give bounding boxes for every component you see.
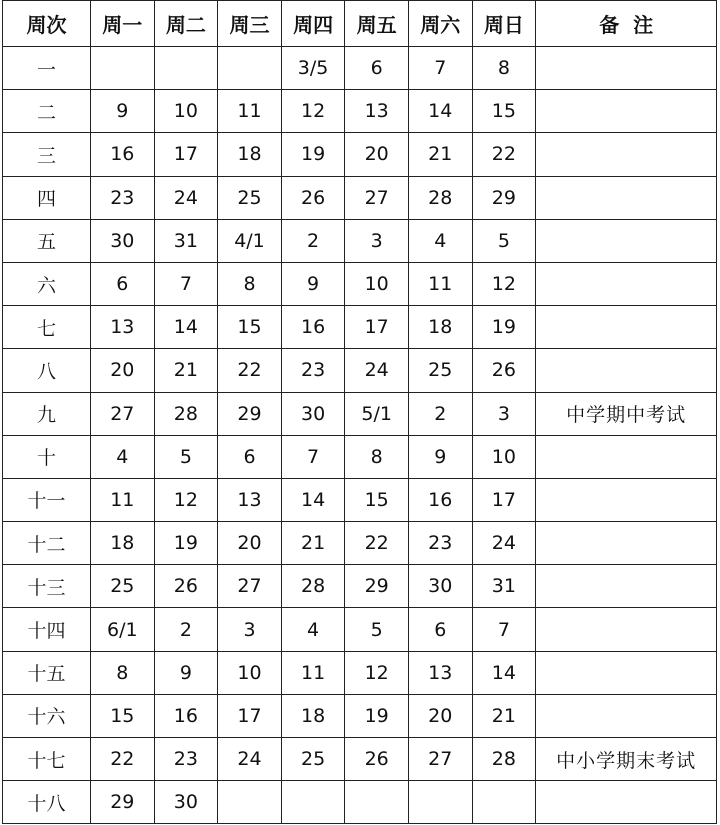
table-row xyxy=(3,781,717,824)
day-cell: 3 xyxy=(345,219,409,262)
week-cell: 六 xyxy=(3,262,91,305)
day-cell: 13 xyxy=(218,478,282,521)
day-cell: 2 xyxy=(408,392,472,435)
day-cell: 25 xyxy=(408,349,472,392)
day-cell: 25 xyxy=(281,738,345,781)
day-cell: 9 xyxy=(154,651,218,694)
day-cell xyxy=(472,781,536,824)
week-cell: 一 xyxy=(3,47,91,90)
header-thu: 周四 xyxy=(281,1,345,47)
day-cell: 22 xyxy=(91,738,155,781)
day-cell: 14 xyxy=(154,306,218,349)
day-cell: 23 xyxy=(408,522,472,565)
note-cell xyxy=(536,90,717,133)
day-cell: 15 xyxy=(345,478,409,521)
week-cell: 十三 xyxy=(3,565,91,608)
day-cell: 9 xyxy=(281,262,345,305)
day-cell: 4 xyxy=(408,219,472,262)
day-cell: 21 xyxy=(281,522,345,565)
week-cell: 三 xyxy=(3,133,91,176)
note-cell xyxy=(536,651,717,694)
day-cell: 27 xyxy=(91,392,155,435)
day-cell: 18 xyxy=(408,306,472,349)
day-cell: 24 xyxy=(345,349,409,392)
header-wed: 周三 xyxy=(218,1,282,47)
day-cell: 11 xyxy=(218,90,282,133)
note-cell xyxy=(536,565,717,608)
day-cell: 29 xyxy=(218,392,282,435)
day-cell: 19 xyxy=(345,694,409,737)
header-tue: 周二 xyxy=(154,1,218,47)
day-cell: 15 xyxy=(218,306,282,349)
day-cell: 11 xyxy=(281,651,345,694)
table-row xyxy=(3,176,717,219)
day-cell: 2 xyxy=(281,219,345,262)
table-header xyxy=(3,1,717,47)
day-cell: 27 xyxy=(408,738,472,781)
day-cell: 29 xyxy=(472,176,536,219)
week-cell: 七 xyxy=(3,306,91,349)
table-row xyxy=(3,522,717,565)
day-cell: 13 xyxy=(345,90,409,133)
day-cell: 21 xyxy=(472,694,536,737)
day-cell: 19 xyxy=(472,306,536,349)
note-cell xyxy=(536,435,717,478)
header-fri: 周五 xyxy=(345,1,409,47)
day-cell: 25 xyxy=(218,176,282,219)
day-cell: 20 xyxy=(218,522,282,565)
week-cell: 八 xyxy=(3,349,91,392)
day-cell: 3/5 xyxy=(281,47,345,90)
day-cell: 27 xyxy=(345,176,409,219)
day-cell: 15 xyxy=(472,90,536,133)
day-cell: 18 xyxy=(218,133,282,176)
day-cell: 2 xyxy=(154,608,218,651)
header-week: 周次 xyxy=(3,1,91,47)
day-cell: 30 xyxy=(91,219,155,262)
day-cell: 29 xyxy=(91,781,155,824)
day-cell: 5/1 xyxy=(345,392,409,435)
table-row xyxy=(3,565,717,608)
day-cell: 22 xyxy=(218,349,282,392)
note-cell xyxy=(536,306,717,349)
day-cell: 10 xyxy=(154,90,218,133)
day-cell: 18 xyxy=(91,522,155,565)
day-cell: 9 xyxy=(408,435,472,478)
week-cell: 十二 xyxy=(3,522,91,565)
day-cell: 26 xyxy=(345,738,409,781)
day-cell: 5 xyxy=(154,435,218,478)
week-cell: 十五 xyxy=(3,651,91,694)
day-cell: 6 xyxy=(218,435,282,478)
day-cell: 10 xyxy=(472,435,536,478)
day-cell: 13 xyxy=(408,651,472,694)
day-cell: 25 xyxy=(91,565,155,608)
week-cell: 五 xyxy=(3,219,91,262)
day-cell: 16 xyxy=(281,306,345,349)
day-cell: 26 xyxy=(154,565,218,608)
note-cell xyxy=(536,694,717,737)
week-cell: 十六 xyxy=(3,694,91,737)
week-cell: 二 xyxy=(3,90,91,133)
day-cell: 10 xyxy=(345,262,409,305)
table-row xyxy=(3,219,717,262)
week-cell: 十一 xyxy=(3,478,91,521)
day-cell: 17 xyxy=(472,478,536,521)
day-cell: 22 xyxy=(472,133,536,176)
day-cell: 23 xyxy=(154,738,218,781)
day-cell xyxy=(154,47,218,90)
day-cell: 26 xyxy=(281,176,345,219)
table-body xyxy=(3,47,717,824)
header-sat: 周六 xyxy=(408,1,472,47)
day-cell: 12 xyxy=(281,90,345,133)
header-mon: 周一 xyxy=(91,1,155,47)
day-cell: 13 xyxy=(91,306,155,349)
day-cell: 31 xyxy=(154,219,218,262)
day-cell xyxy=(91,47,155,90)
header-sun: 周日 xyxy=(472,1,536,47)
day-cell: 16 xyxy=(91,133,155,176)
note-cell xyxy=(536,133,717,176)
day-cell: 16 xyxy=(154,694,218,737)
day-cell xyxy=(345,781,409,824)
day-cell: 6 xyxy=(91,262,155,305)
day-cell: 27 xyxy=(218,565,282,608)
day-cell: 31 xyxy=(472,565,536,608)
note-cell xyxy=(536,219,717,262)
day-cell: 20 xyxy=(408,694,472,737)
day-cell: 20 xyxy=(91,349,155,392)
week-cell: 十 xyxy=(3,435,91,478)
day-cell xyxy=(281,781,345,824)
day-cell: 19 xyxy=(154,522,218,565)
day-cell: 7 xyxy=(472,608,536,651)
day-cell: 28 xyxy=(154,392,218,435)
note-cell xyxy=(536,478,717,521)
day-cell: 21 xyxy=(408,133,472,176)
day-cell: 26 xyxy=(472,349,536,392)
day-cell: 17 xyxy=(154,133,218,176)
day-cell: 23 xyxy=(91,176,155,219)
day-cell: 8 xyxy=(91,651,155,694)
day-cell: 30 xyxy=(281,392,345,435)
day-cell: 16 xyxy=(408,478,472,521)
day-cell: 28 xyxy=(472,738,536,781)
day-cell: 14 xyxy=(472,651,536,694)
note-cell: 中小学期末考试 xyxy=(536,738,717,781)
table-row xyxy=(3,651,717,694)
day-cell: 20 xyxy=(345,133,409,176)
day-cell: 14 xyxy=(281,478,345,521)
day-cell: 15 xyxy=(91,694,155,737)
day-cell: 28 xyxy=(281,565,345,608)
header-notes: 备 注 xyxy=(536,1,717,47)
day-cell: 7 xyxy=(408,47,472,90)
day-cell: 11 xyxy=(91,478,155,521)
day-cell: 14 xyxy=(408,90,472,133)
day-cell: 4 xyxy=(281,608,345,651)
day-cell: 9 xyxy=(91,90,155,133)
day-cell: 28 xyxy=(408,176,472,219)
day-cell: 30 xyxy=(408,565,472,608)
day-cell: 12 xyxy=(472,262,536,305)
day-cell: 6 xyxy=(408,608,472,651)
week-cell: 九 xyxy=(3,392,91,435)
day-cell: 23 xyxy=(281,349,345,392)
day-cell: 6/1 xyxy=(91,608,155,651)
table-row xyxy=(3,306,717,349)
day-cell: 22 xyxy=(345,522,409,565)
day-cell: 30 xyxy=(154,781,218,824)
table-row xyxy=(3,608,717,651)
table-row xyxy=(3,90,717,133)
note-cell: 中学期中考试 xyxy=(536,392,717,435)
week-cell: 十七 xyxy=(3,738,91,781)
table-row xyxy=(3,262,717,305)
day-cell: 10 xyxy=(218,651,282,694)
day-cell: 24 xyxy=(154,176,218,219)
table-row xyxy=(3,349,717,392)
note-cell xyxy=(536,608,717,651)
day-cell: 12 xyxy=(154,478,218,521)
header-row xyxy=(3,1,717,47)
table-row xyxy=(3,133,717,176)
note-cell xyxy=(536,176,717,219)
day-cell: 7 xyxy=(281,435,345,478)
week-cell: 十四 xyxy=(3,608,91,651)
day-cell: 7 xyxy=(154,262,218,305)
table-row xyxy=(3,738,717,781)
table-row xyxy=(3,478,717,521)
table-row xyxy=(3,694,717,737)
day-cell: 11 xyxy=(408,262,472,305)
day-cell: 21 xyxy=(154,349,218,392)
table-row xyxy=(3,435,717,478)
day-cell: 24 xyxy=(218,738,282,781)
day-cell: 6 xyxy=(345,47,409,90)
note-cell xyxy=(536,522,717,565)
day-cell: 4/1 xyxy=(218,219,282,262)
table-row xyxy=(3,392,717,435)
day-cell: 8 xyxy=(345,435,409,478)
day-cell: 12 xyxy=(345,651,409,694)
day-cell: 5 xyxy=(345,608,409,651)
note-cell xyxy=(536,349,717,392)
table-row xyxy=(3,47,717,90)
day-cell: 19 xyxy=(281,133,345,176)
day-cell: 3 xyxy=(472,392,536,435)
week-cell: 十八 xyxy=(3,781,91,824)
day-cell: 5 xyxy=(472,219,536,262)
day-cell: 29 xyxy=(345,565,409,608)
day-cell: 17 xyxy=(345,306,409,349)
day-cell xyxy=(218,47,282,90)
day-cell: 4 xyxy=(91,435,155,478)
note-cell xyxy=(536,781,717,824)
day-cell: 18 xyxy=(281,694,345,737)
day-cell xyxy=(408,781,472,824)
day-cell: 3 xyxy=(218,608,282,651)
day-cell xyxy=(218,781,282,824)
note-cell xyxy=(536,47,717,90)
day-cell: 24 xyxy=(472,522,536,565)
week-cell: 四 xyxy=(3,176,91,219)
school-calendar-table xyxy=(2,0,717,824)
day-cell: 8 xyxy=(218,262,282,305)
day-cell: 17 xyxy=(218,694,282,737)
note-cell xyxy=(536,262,717,305)
day-cell: 8 xyxy=(472,47,536,90)
